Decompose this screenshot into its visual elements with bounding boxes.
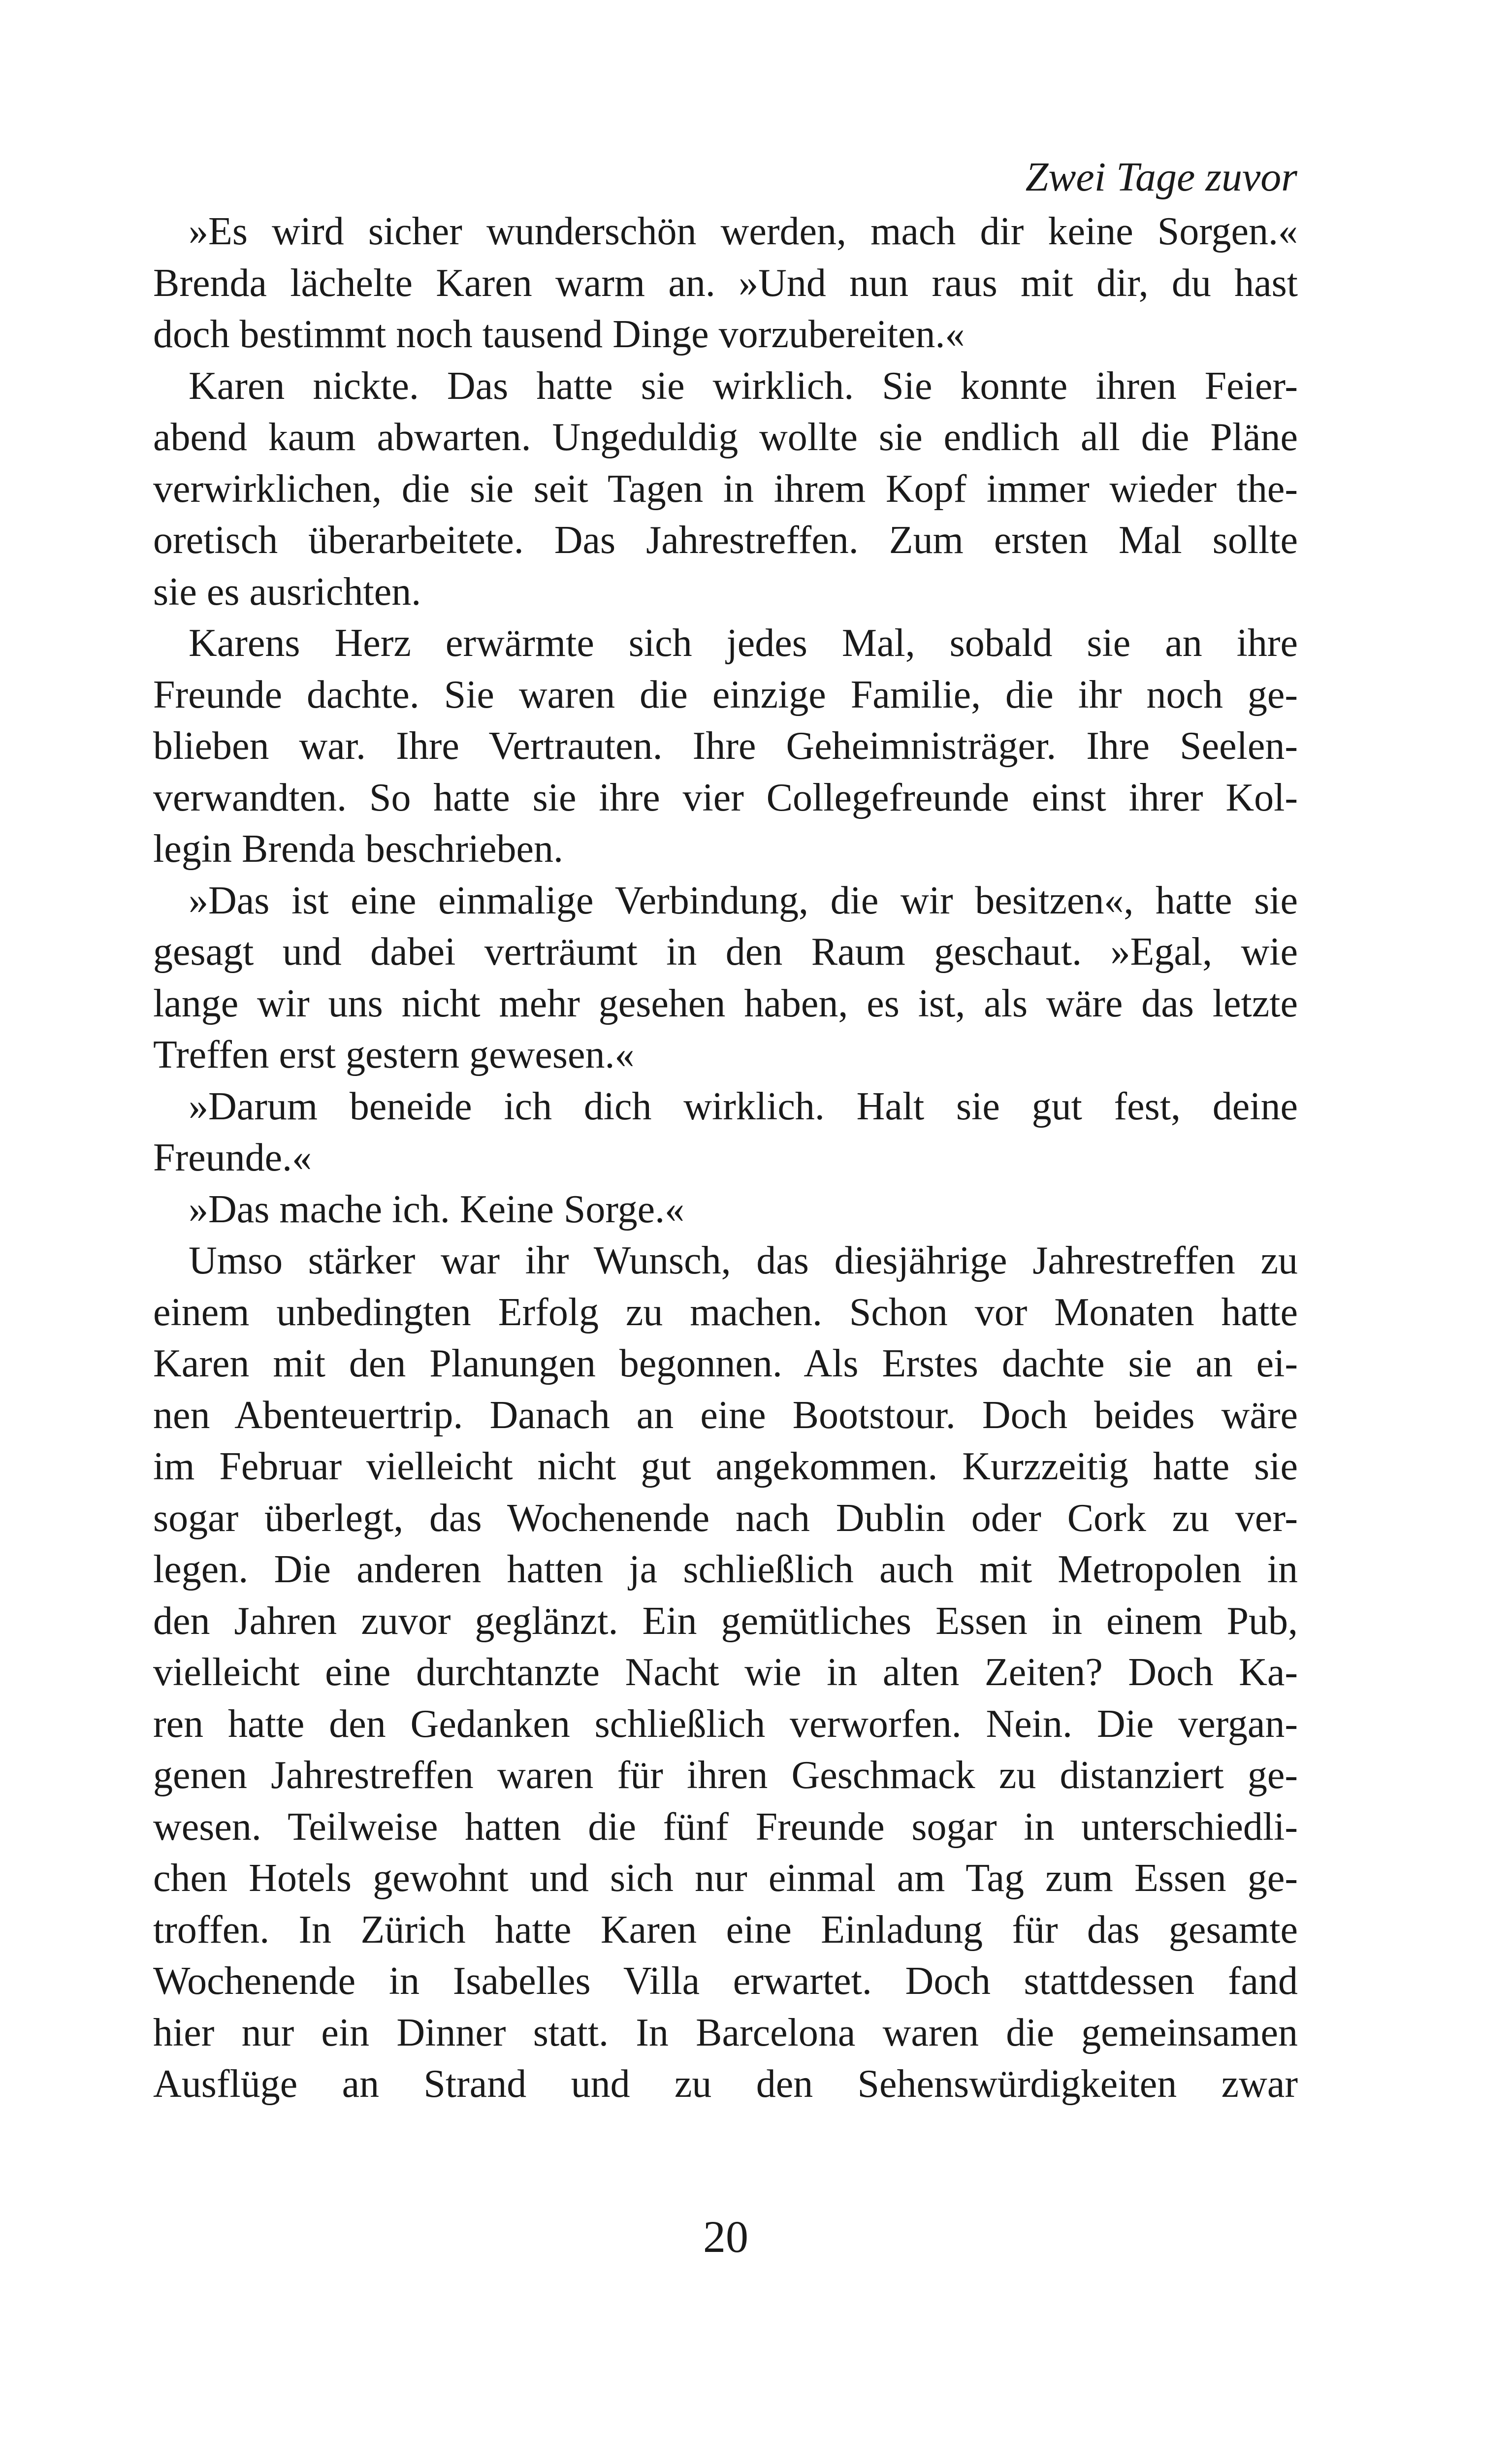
text-line: »Das ist eine einmalige Verbindung, die wir besitzen«, hatte sie (189, 879, 1298, 922)
text-line: einem unbedingten Erfolg zu machen. Schon vor Monaten hatte (153, 1290, 1298, 1334)
text-line: Karens Herz erwärmte sich jedes Mal, sobald sie an ihre (189, 621, 1298, 665)
text-line: legin Brenda beschrieben. (153, 827, 564, 871)
text-line: chen Hotels gewohnt und sich nur einmal am Tag zum Essen ge- (153, 1857, 1298, 1900)
text-line: Ausflüge an Strand und zu den Sehenswürdigkeiten zwar (153, 2062, 1298, 2106)
text-line: gesagt und dabei verträumt in den Raum geschaut. »Egal, wie (153, 930, 1298, 974)
text-line: den Jahren zuvor geglänzt. Ein gemütliches Essen in einem Pub, (153, 1599, 1298, 1643)
text-line: »Darum beneide ich dich wirklich. Halt sie gut fest, deine (189, 1084, 1298, 1128)
text-line: Wochenende in Isabelles Villa erwartet. Doch stattdessen fand (153, 1959, 1298, 2003)
page-number: 20 (703, 2212, 748, 2262)
text-line: »Das mache ich. Keine Sorge.« (189, 1187, 685, 1231)
text-line: nen Abenteuertrip. Danach an eine Bootstour. Doch beides wäre (153, 1393, 1298, 1437)
text-line: »Es wird sicher wunderschön werden, mach dir keine Sorgen.« (189, 210, 1298, 253)
text-line: Umso stärker war ihr Wunsch, das diesjährige Jahrestreffen zu (189, 1239, 1298, 1282)
text-line: troffen. In Zürich hatte Karen eine Einladung für das gesamte (153, 1908, 1298, 1952)
text-line: doch bestimmt noch tausend Dinge vorzubereiten.« (153, 313, 965, 356)
text-line: im Februar vielleicht nicht gut angekommen. Kurzzeitig hatte sie (153, 1445, 1298, 1488)
text-line: Brenda lächelte Karen warm an. »Und nun raus mit dir, du hast (153, 261, 1298, 305)
text-line: verwandten. So hatte sie ihre vier Collegefreunde einst ihrer Kol- (153, 776, 1298, 819)
text-line: wesen. Teilweise hatten die fünf Freunde sogar in unterschiedli- (153, 1805, 1298, 1849)
body-text (153, 206, 1298, 2110)
text-line: blieben war. Ihre Vertrauten. Ihre Geheimnisträger. Ihre Seelen- (153, 724, 1298, 768)
text-line: oretisch überarbeitete. Das Jahrestreffen. Zum ersten Mal sollte (153, 519, 1298, 562)
text-line: abend kaum abwarten. Ungeduldig wollte sie endlich all die Pläne (153, 416, 1298, 459)
text-line: Karen mit den Planungen begonnen. Als Erstes dachte sie an ei- (153, 1342, 1298, 1385)
text-line: Karen nickte. Das hatte sie wirklich. Sie konnte ihren Feier- (189, 364, 1298, 408)
text-line: Freunde dachte. Sie waren die einzige Familie, die ihr noch ge- (153, 673, 1298, 717)
text-line: genen Jahrestreffen waren für ihren Geschmack zu distanziert ge- (153, 1754, 1298, 1797)
text-line: sie es ausrichten. (153, 570, 421, 614)
text-line: Freunde.« (153, 1136, 312, 1179)
text-line: hier nur ein Dinner statt. In Barcelona waren die gemeinsamen (153, 2011, 1298, 2054)
text-line: vielleicht eine durchtanzte Nacht wie in alten Zeiten? Doch Ka- (153, 1651, 1298, 1694)
text-line: verwirklichen, die sie seit Tagen in ihrem Kopf immer wieder the- (153, 467, 1298, 511)
text-line: Treffen erst gestern gewesen.« (153, 1033, 635, 1076)
text-line: sogar überlegt, das Wochenende nach Dublin oder Cork zu ver- (153, 1496, 1298, 1540)
text-line: ren hatte den Gedanken schließlich verworfen. Nein. Die vergan- (153, 1702, 1298, 1746)
text-line: lange wir uns nicht mehr gesehen haben, es ist, als wäre das letzte (153, 981, 1298, 1025)
text-line: legen. Die anderen hatten ja schließlich auch mit Metropolen in (153, 1548, 1298, 1591)
running-header: Zwei Tage zuvor (1025, 154, 1297, 200)
